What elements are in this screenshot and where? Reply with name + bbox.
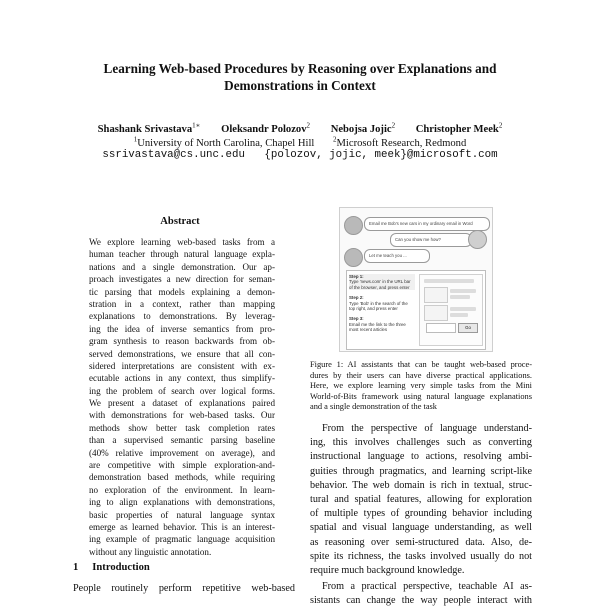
section-number: 1 <box>73 562 79 573</box>
abstract-body <box>89 236 275 558</box>
text-line <box>450 313 468 317</box>
text-line: basic properties of natural language syntax <box>89 509 275 520</box>
text-line: guities through pragmatics, and learning script-like <box>310 465 532 477</box>
intro-paragraph <box>73 582 295 595</box>
text-line: We explore learning web-based tasks from a <box>89 237 275 247</box>
author-emails: ssrivastava@cs.unc.edu {polozov, jojic, meek}@microsoft.com <box>102 149 498 161</box>
text-line: From a practical perspective, teachable AI as- <box>322 581 532 592</box>
url-bar <box>424 279 474 283</box>
text-line: Here, we explore learning very simple tasks from the Mini <box>310 381 532 391</box>
figure-1 <box>339 207 493 352</box>
text-line: emerge as learned behavior. This is an interest- <box>89 521 275 532</box>
paper-title <box>40 60 560 94</box>
user-avatar-icon <box>344 216 363 235</box>
text-line: sidered interpretations are consistent with ex- <box>89 360 275 371</box>
assistant-avatar-icon <box>468 230 487 249</box>
text-line: ing example of pragmatic language acquisition <box>89 534 275 545</box>
text-line: as reasoning over semi-structured data. Also, de- <box>310 536 532 548</box>
title-line-1: Learning Web-based Procedures by Reasoning over Explanations and <box>103 61 497 76</box>
demo-panel <box>346 270 486 350</box>
text-line: ing the problem of search over logical forms. <box>89 385 275 396</box>
text-line: ing to align explanations with demonstrations, <box>89 497 275 508</box>
chat-bubble: Email me Bob's new cars in my ordinary email in Word <box>364 217 490 231</box>
text-line: no exploration of the environment. In learn- <box>89 484 275 495</box>
text-line: are competitive with simple exploration-and- <box>89 460 275 471</box>
text-line: ecutable actions in any context, thus simplify- <box>89 373 275 384</box>
text-line: dures by their users can have diverse practical applications. <box>310 370 532 380</box>
user-avatar-icon <box>344 248 363 267</box>
text-line: than a supervised semantic parsing baseline <box>89 435 275 446</box>
image-placeholder-icon <box>424 305 448 321</box>
go-button: Go <box>458 323 478 333</box>
text-line: explanations to demonstrations. By leverag- <box>89 311 275 322</box>
text-line: spatial and visual language understanding, as well <box>310 522 532 534</box>
section-heading <box>73 562 150 573</box>
text-line: ing, this involves challenges such as converting <box>310 437 532 449</box>
step-item: Step 2: Type 'Bob' in the search of the top right, and press enter <box>349 295 408 312</box>
affiliation: $^1$University of North Carolina, Chapel Hill <box>133 135 315 149</box>
text-line: of multiple types of grounding behavior including <box>310 508 532 520</box>
step-item: Step 3: Email me the link to the three most recent articles <box>349 316 406 333</box>
text-line: and a single demonstration of the task <box>310 402 437 412</box>
step-item: Step 1: Type 'news.com' in the URL bar of the browser, and press enter <box>349 274 415 290</box>
text-line: Figure 1: AI assistants that can be taught web-based proce- <box>310 360 532 369</box>
author: Christopher Meek$^2$ <box>415 121 503 135</box>
text-line: World-of-Bits framework using natural language explanations <box>310 391 532 401</box>
web-page-thumbnail <box>419 274 483 346</box>
author: Nebojsa Jojic$^2$ <box>330 121 396 135</box>
text-line: served demonstrations, we ensure that all con- <box>89 348 275 359</box>
text-line: tic parsing that models explaining a demon- <box>89 286 275 297</box>
text-line: We present a dataset of explanations paired <box>89 398 275 409</box>
text-line: demonstration based methods, while requiring <box>89 472 275 483</box>
chat-bubble: Can you show me how? <box>390 233 472 247</box>
figure-caption <box>310 360 532 413</box>
text-line: People routinely perform repetitive web-based <box>73 583 295 594</box>
step-list <box>349 274 415 338</box>
text-line <box>450 289 476 293</box>
text-line: From the perspective of language understand- <box>322 423 532 434</box>
text-line <box>450 307 476 311</box>
text-line: behavior. The web domain is rich in textual, struc- <box>310 479 532 491</box>
text-line: with demonstrations for web-based tasks. Our <box>89 410 275 421</box>
text-line: human teacher through natural language expla- <box>89 249 275 260</box>
text-line: sistants can change the way people interact with <box>310 595 532 607</box>
text-line: spite its richness, the tasks involved usually do not <box>310 550 532 562</box>
text-line: instructional language to actions, resolving ambi- <box>310 451 532 463</box>
text-line: without any linguistic annotation. <box>89 546 212 557</box>
section-title: Introduction <box>92 562 150 573</box>
text-line: require much background knowledge. <box>310 564 465 576</box>
author: Shashank Srivastava$^{1∗}$ <box>97 121 201 135</box>
text-line: proach investigates a new direction for seman- <box>89 274 275 285</box>
search-input <box>426 323 456 333</box>
title-line-2: Demonstrations in Context <box>224 78 376 93</box>
affiliation: $^2$Microsoft Research, Redmond <box>333 135 467 149</box>
text-line: tural and spatial features, allowing for exploration <box>310 493 532 505</box>
text-line: stration in a context, rather than mapping <box>89 298 275 309</box>
text-line <box>450 295 470 299</box>
chat-bubble: Let me teach you ... <box>364 249 430 263</box>
text-line: (40% relative improvement on average), and <box>89 447 275 458</box>
text-line: ing the idea of inverse semantics from pro- <box>89 323 275 334</box>
abstract-heading: Abstract <box>160 216 200 227</box>
author: Oleksandr Polozov$^2$ <box>221 121 311 135</box>
body-paragraph <box>310 580 532 608</box>
text-line: gram synthesis to reason backwards from ob- <box>89 336 275 347</box>
body-paragraph <box>310 422 532 578</box>
text-line: methods show better task completion rates <box>89 422 275 433</box>
text-line: nations and a single demonstration. Our ap- <box>89 261 275 272</box>
image-placeholder-icon <box>424 287 448 303</box>
